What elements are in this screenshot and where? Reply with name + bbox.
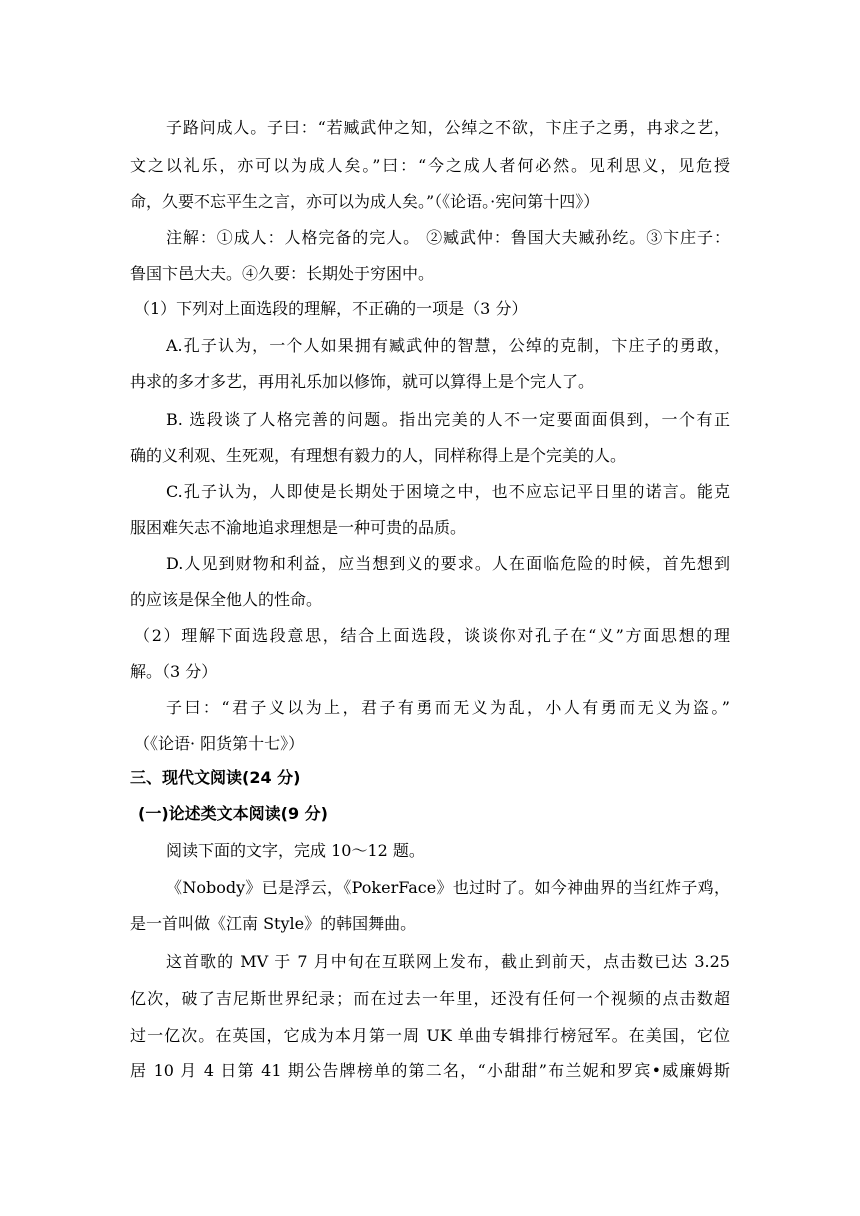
passage-line-1: 子路问成人。子曰：“若臧武仲之知，公绰之不欲，卞庄子之勇，冉求之艺， bbox=[166, 118, 730, 137]
option-b-line-1: B. 选段谈了人格完善的问题。指出完美的人不一定要面面俱到，一个有正 bbox=[166, 410, 730, 429]
question2-stem-line-1: （2）理解下面选段意思，结合上面选段，谈谈你对孔子在“义”方面思想的理 bbox=[134, 626, 730, 645]
passage-line-2: 文之以礼乐，亦可以为成人矣。”曰：“今之成人者何必然。见利思义，见危授 bbox=[130, 156, 730, 175]
question2-stem-line-2: 解。（3 分） bbox=[130, 662, 218, 681]
question2-quote-line-1: 子曰：“君子义以为上，君子有勇而无义为乱，小人有勇而无义为盗。” bbox=[166, 698, 730, 717]
question2-quote-line-2: （《论语· 阳货第十七》） bbox=[134, 734, 305, 753]
section3-subtitle: (一)论述类文本阅读(9 分) bbox=[138, 804, 328, 823]
article-line-6: 居 10 月 4 日第 41 期公告牌榜单的第二名，“小甜甜”布兰妮和罗宾•威廉姆斯 bbox=[130, 1061, 730, 1080]
section3-title: 三、现代文阅读(24 分) bbox=[130, 768, 301, 787]
question1-stem: （1）下列对上面选段的理解，不正确的一项是（3 分） bbox=[134, 299, 528, 318]
article-line-4: 亿次，破了吉尼斯世界纪录；而在过去一年里，还没有任何一个视频的点击数超 bbox=[130, 989, 730, 1008]
option-c-line-2: 服困难矢志不渝地追求理想是一种可贵的品质。 bbox=[130, 518, 467, 537]
option-a-line-1: A.孔子认为，一个人如果拥有臧武仲的智慧，公绰的克制，卞庄子的勇敢， bbox=[166, 336, 730, 355]
notes-line-1: 注解：①成人：人格完备的完人。 ②臧武仲：鲁国大夫臧孙纥。③卞庄子： bbox=[166, 228, 730, 247]
option-d-line-1: D.人见到财物和利益，应当想到义的要求。人在面临危险的时候，首先想到 bbox=[166, 554, 730, 573]
option-a-line-2: 冉求的多才多艺，再用礼乐加以修饰，就可以算得上是个完人了。 bbox=[130, 372, 595, 391]
article-line-3: 这首歌的 MV 于 7 月中旬在互联网上发布，截止到前天，点击数已达 3.25 bbox=[166, 952, 730, 971]
section3-instruction: 阅读下面的文字，完成 10～12 题。 bbox=[166, 841, 425, 860]
option-b-line-2: 确的义利观、生死观，有理想有毅力的人，同样称得上是个完美的人。 bbox=[130, 446, 627, 465]
article-line-5: 过一亿次。在英国，它成为本月第一周 UK 单曲专辑排行榜冠军。在美国，它位 bbox=[130, 1026, 730, 1045]
option-c-line-1: C.孔子认为，人即使是长期处于困境之中，也不应忘记平日里的诺言。能克 bbox=[166, 482, 730, 501]
article-line-2: 是一首叫做《江南 Style》的韩国舞曲。 bbox=[130, 914, 417, 933]
notes-line-2: 鲁国卞邑大夫。④久要：长期处于穷困中。 bbox=[130, 264, 435, 283]
article-line-1: 《Nobody》已是浮云，《PokerFace》也过时了。如今神曲界的当红炸子鸡， bbox=[166, 878, 730, 897]
option-d-line-2: 的应该是保全他人的性命。 bbox=[130, 590, 323, 609]
passage-line-3: 命，久要不忘平生之言，亦可以为成人矣。”（《论语。·宪问第十四》） bbox=[130, 192, 600, 211]
